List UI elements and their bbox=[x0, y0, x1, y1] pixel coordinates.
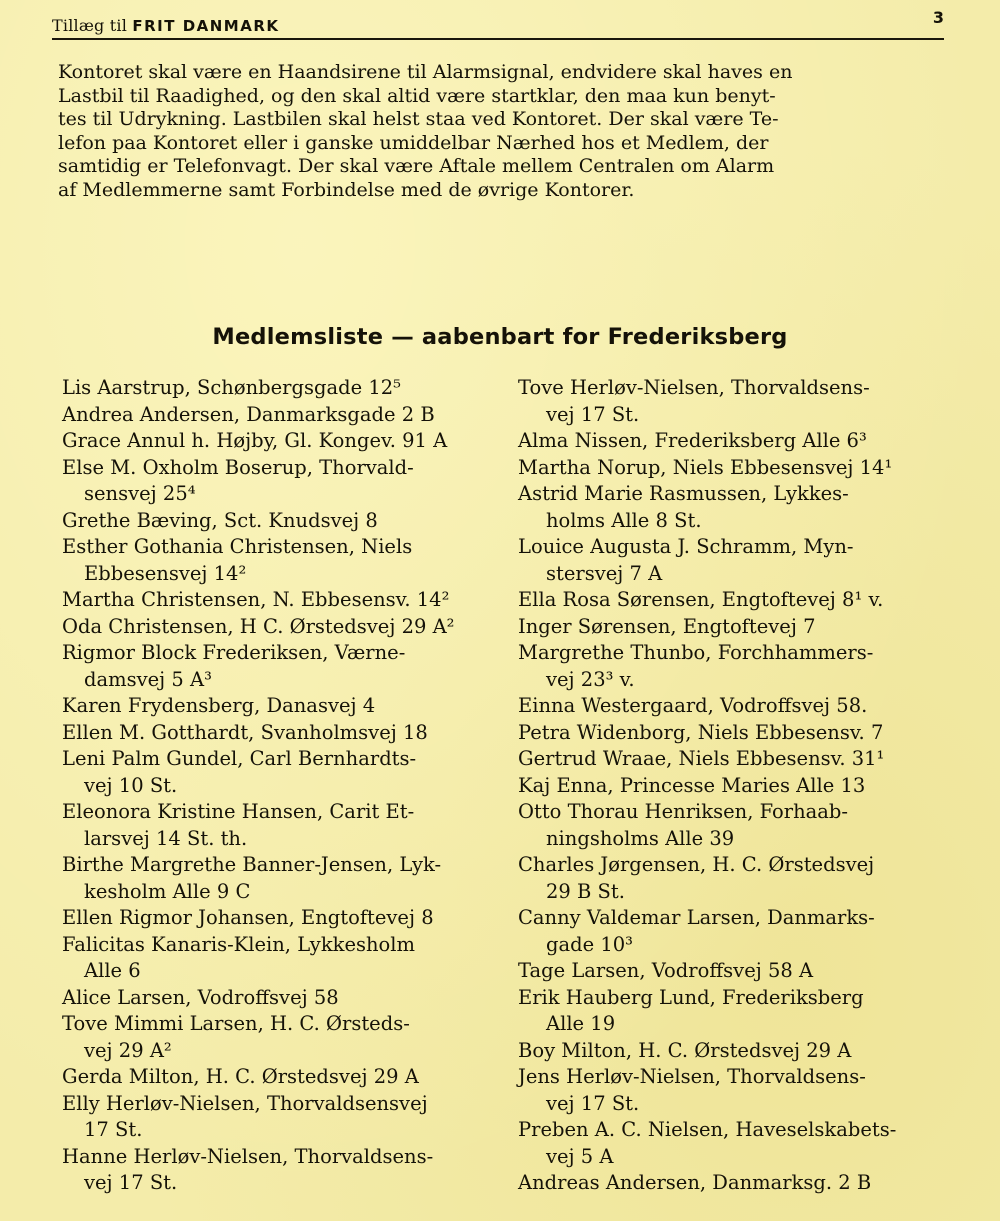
member-entry-line: Charles Jørgensen, H. C. Ørstedsvej bbox=[518, 853, 875, 876]
member-entry-line: Tove Herløv-Nielsen, Thorvaldsens- bbox=[518, 376, 870, 399]
member-entry-line: Preben A. C. Nielsen, Haveselskabets- bbox=[518, 1118, 897, 1141]
member-entry-line: Ella Rosa Sørensen, Engtoftevej 8¹ v. bbox=[518, 588, 884, 611]
member-entry bbox=[518, 1117, 958, 1170]
member-entry-line: Canny Valdemar Larsen, Danmarks- bbox=[518, 906, 875, 929]
member-entry bbox=[518, 614, 958, 641]
intro-line: lefon paa Kontoret eller i ganske umiddelbar Nærhed hos et Medlem, der bbox=[58, 131, 769, 154]
member-entry-continuation: Ebbesensvej 14² bbox=[84, 561, 247, 585]
member-entry-line: Elly Herløv-Nielsen, Thorvaldsensvej bbox=[62, 1091, 428, 1115]
member-entry bbox=[62, 693, 492, 720]
page-number: 3 bbox=[932, 8, 944, 27]
member-entry-line: Ellen M. Gotthardt, Svanholmsvej 18 bbox=[62, 720, 428, 744]
member-list-right-column bbox=[518, 375, 958, 1197]
member-entry-line: Esther Gothania Christensen, Niels bbox=[62, 535, 413, 558]
member-entry-line: Ellen Rigmor Johansen, Engtoftevej 8 bbox=[62, 906, 434, 929]
member-entry bbox=[518, 587, 958, 614]
intro-paragraph bbox=[58, 61, 948, 202]
member-entry bbox=[62, 640, 492, 693]
member-entry bbox=[62, 1011, 492, 1064]
member-entry bbox=[518, 1064, 958, 1117]
member-entry bbox=[518, 720, 958, 747]
member-entry bbox=[62, 508, 492, 535]
member-entry-continuation: Alle 6 bbox=[84, 959, 141, 982]
member-entry-continuation: vej 29 A² bbox=[84, 1038, 172, 1062]
member-entry-continuation: Alle 19 bbox=[546, 1012, 616, 1035]
member-entry-continuation: vej 10 St. bbox=[84, 773, 178, 797]
member-entry-line: Martha Norup, Niels Ebbesensvej 14¹ bbox=[518, 455, 893, 479]
member-entry-line: Eleonora Kristine Hansen, Carit Et- bbox=[62, 800, 415, 823]
header-prefix: Tillæg til bbox=[52, 16, 128, 35]
member-entry bbox=[62, 1064, 492, 1091]
member-entry-line: Erik Hauberg Lund, Frederiksberg bbox=[518, 985, 864, 1009]
member-entry-line: Oda Christensen, H C. Ørstedsvej 29 A² bbox=[62, 614, 455, 638]
member-entry bbox=[62, 799, 492, 852]
member-entry-line: Rigmor Block Frederiksen, Værne- bbox=[62, 641, 406, 664]
member-entry bbox=[518, 958, 958, 985]
member-entry bbox=[518, 852, 958, 905]
member-entry-continuation: vej 17 St. bbox=[546, 402, 640, 426]
member-entry bbox=[518, 905, 958, 958]
member-entry bbox=[518, 534, 958, 587]
intro-line: Lastbil til Raadighed, og den skal altid være startklar, den maa kun benyt- bbox=[58, 84, 776, 107]
member-entry bbox=[62, 1144, 492, 1197]
member-entry bbox=[62, 1091, 492, 1144]
member-entry-continuation: stersvej 7 A bbox=[546, 561, 663, 585]
intro-line: tes til Udrykning. Lastbilen skal helst staa ved Kontoret. Der skal være Te- bbox=[58, 108, 779, 130]
member-entry-line: Tage Larsen, Vodroffsvej 58 A bbox=[518, 959, 814, 982]
member-entry-continuation: holms Alle 8 St. bbox=[546, 508, 702, 532]
member-entry-line: Karen Frydensberg, Danasvej 4 bbox=[62, 694, 376, 717]
member-entry-line: Leni Palm Gundel, Carl Bernhardts- bbox=[62, 747, 417, 770]
member-entry-line: Alma Nissen, Frederiksberg Alle 6³ bbox=[518, 429, 867, 452]
header-rule bbox=[52, 38, 944, 40]
member-entry-continuation: ningsholms Alle 39 bbox=[546, 826, 735, 850]
member-entry bbox=[62, 932, 492, 985]
member-entry bbox=[518, 455, 958, 482]
intro-line: samtidig er Telefonvagt. Der skal være Aftale mellem Centralen om Alarm bbox=[58, 155, 775, 177]
member-entry bbox=[62, 985, 492, 1012]
member-entry-line: Boy Milton, H. C. Ørstedsvej 29 A bbox=[518, 1038, 852, 1062]
member-entry bbox=[62, 746, 492, 799]
intro-line: af Medlemmerne samt Forbindelse med de øvrige Kontorer. bbox=[58, 178, 635, 201]
member-entry-continuation: gade 10³ bbox=[546, 932, 633, 956]
member-entry bbox=[62, 534, 492, 587]
member-entry-line: Petra Widenborg, Niels Ebbesensv. 7 bbox=[518, 720, 884, 744]
member-entry bbox=[62, 720, 492, 747]
member-entry-line: Louice Augusta J. Schramm, Myn- bbox=[518, 535, 854, 558]
member-entry bbox=[518, 693, 958, 720]
member-entry-continuation: 17 St. bbox=[84, 1118, 143, 1141]
member-entry-line: Kaj Enna, Princesse Maries Alle 13 bbox=[518, 773, 866, 797]
member-entry-continuation: vej 17 St. bbox=[84, 1171, 178, 1194]
page-header bbox=[52, 8, 944, 38]
member-entry bbox=[518, 640, 958, 693]
member-entry-line: Lis Aarstrup, Schønbergsgade 12⁵ bbox=[62, 376, 401, 399]
member-entry-line: Gerda Milton, H. C. Ørstedsvej 29 A bbox=[62, 1065, 419, 1088]
member-entry-line: Hanne Herløv-Nielsen, Thorvaldsens- bbox=[62, 1144, 434, 1168]
member-entry-line: Astrid Marie Rasmussen, Lykkes- bbox=[518, 482, 849, 505]
member-entry-line: Birthe Margrethe Banner-Jensen, Lyk- bbox=[62, 853, 442, 876]
member-entry bbox=[62, 402, 492, 429]
member-entry bbox=[518, 1170, 958, 1197]
member-entry-line: Andreas Andersen, Danmarksg. 2 B bbox=[518, 1171, 872, 1194]
member-entry-line: Einna Westergaard, Vodroffsvej 58. bbox=[518, 694, 868, 717]
member-entry-continuation: larsvej 14 St. th. bbox=[84, 826, 248, 850]
member-entry-continuation: kesholm Alle 9 C bbox=[84, 879, 251, 903]
member-entry bbox=[518, 746, 958, 773]
header-supplement-label bbox=[52, 16, 280, 35]
member-entry-line: Andrea Andersen, Danmarksgade 2 B bbox=[62, 402, 435, 426]
member-entry bbox=[62, 852, 492, 905]
member-entry-line: Else M. Oxholm Boserup, Thorvald- bbox=[62, 455, 414, 479]
member-entry-line: Grace Annul h. Højby, Gl. Kongev. 91 A bbox=[62, 429, 448, 452]
intro-line: Kontoret skal være en Haandsirene til Alarmsignal, endvidere skal haves en bbox=[58, 61, 793, 83]
member-entry-line: Martha Christensen, N. Ebbesensv. 14² bbox=[62, 588, 450, 611]
member-entry bbox=[62, 428, 492, 455]
section-title: Medlemsliste — aabenbart for Frederiksberg bbox=[212, 324, 788, 350]
newspaper-name: FRIT DANMARK bbox=[132, 17, 280, 35]
member-entry-continuation: vej 23³ v. bbox=[546, 667, 635, 691]
member-entry-line: Grethe Bæving, Sct. Knudsvej 8 bbox=[62, 508, 378, 532]
member-entry-continuation: sensvej 25⁴ bbox=[84, 482, 196, 505]
member-entry bbox=[518, 799, 958, 852]
member-entry-line: Gertrud Wraae, Niels Ebbesensv. 31¹ bbox=[518, 747, 885, 770]
member-entry bbox=[518, 481, 958, 534]
member-entry-line: Inger Sørensen, Engtoftevej 7 bbox=[518, 614, 816, 638]
member-entry bbox=[62, 375, 492, 402]
member-entry-line: Otto Thorau Henriksen, Forhaab- bbox=[518, 800, 848, 823]
member-entry bbox=[518, 985, 958, 1038]
member-entry-continuation: damsvej 5 A³ bbox=[84, 667, 212, 691]
member-entry-line: Alice Larsen, Vodroffsvej 58 bbox=[62, 985, 339, 1009]
member-entry-continuation: vej 5 A bbox=[546, 1144, 614, 1168]
member-entry bbox=[62, 587, 492, 614]
member-entry-line: Tove Mimmi Larsen, H. C. Ørsteds- bbox=[62, 1012, 410, 1035]
member-entry bbox=[518, 428, 958, 455]
member-entry-line: Margrethe Thunbo, Forchhammers- bbox=[518, 641, 874, 664]
member-entry-continuation: 29 B St. bbox=[546, 879, 625, 903]
member-entry bbox=[62, 905, 492, 932]
member-entry-line: Jens Herløv-Nielsen, Thorvaldsens- bbox=[518, 1065, 866, 1088]
member-entry-continuation: vej 17 St. bbox=[546, 1091, 640, 1115]
member-entry bbox=[62, 455, 492, 508]
member-entry bbox=[518, 1038, 958, 1065]
member-list-left-column bbox=[62, 375, 492, 1197]
member-entry bbox=[518, 375, 958, 428]
member-entry bbox=[62, 614, 492, 641]
member-entry-line: Falicitas Kanaris-Klein, Lykkesholm bbox=[62, 932, 416, 956]
member-entry bbox=[518, 773, 958, 800]
